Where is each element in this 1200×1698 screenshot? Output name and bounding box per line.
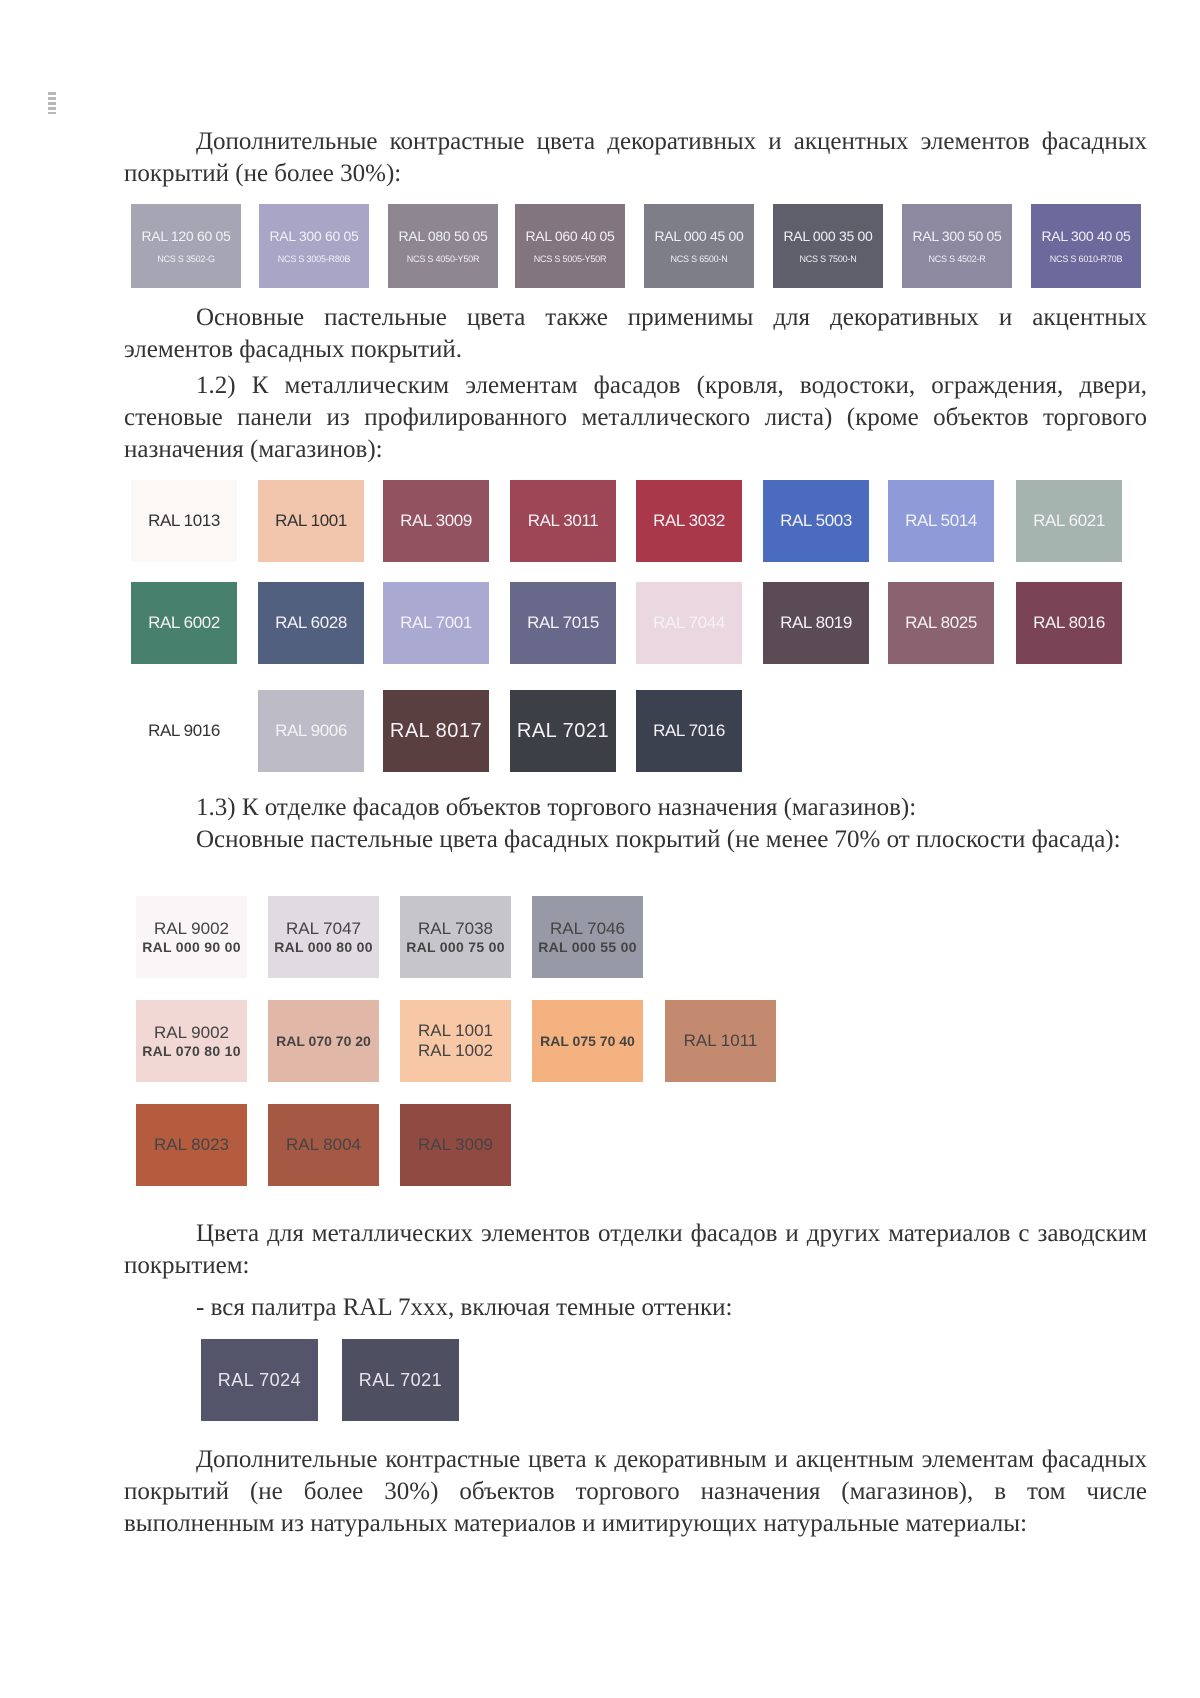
pastel-swatch: RAL 7046 RAL 000 55 00 bbox=[532, 896, 643, 978]
paragraph-pastel-note: Основные пастельные цвета также применимы для декоративных и акцентных элементов фасадных покрытий. bbox=[124, 304, 1147, 363]
scan-mark bbox=[48, 92, 56, 114]
pastel-swatch: RAL 8023 bbox=[136, 1104, 247, 1186]
pastel-swatch: RAL 1001 RAL 1002 bbox=[400, 1000, 511, 1082]
accent-swatch: RAL 000 45 00 NCS S 6500-N bbox=[644, 204, 754, 288]
paragraph-retail-accent: Дополнительные контрастные цвета к декоративным и акцентным элементам фасадных покрытий (не более 30%) объектов торгового назначения (магазинов), в том числе выполненным из натуральных материалов и имитирующих натуральные материалы: bbox=[124, 1446, 1147, 1537]
pastel-swatch: RAL 7038 RAL 000 75 00 bbox=[400, 896, 511, 978]
metal-swatch: RAL 1001 bbox=[258, 480, 364, 562]
metal-swatch: RAL 7015 bbox=[510, 582, 616, 664]
metal-swatch: RAL 5003 bbox=[763, 480, 869, 562]
pastel-swatch: RAL 075 70 40 bbox=[532, 1000, 643, 1082]
pastel-swatch: RAL 9002 RAL 070 80 10 bbox=[136, 1000, 247, 1082]
accent-swatch: RAL 060 40 05 NCS S 5005-Y50R bbox=[515, 204, 625, 288]
pastel-swatch: RAL 1011 bbox=[665, 1000, 776, 1082]
pastel-swatch: RAL 3009 bbox=[400, 1104, 511, 1186]
metal-swatch: RAL 1013 bbox=[131, 480, 237, 562]
metal-swatch: RAL 7021 bbox=[510, 690, 616, 772]
dark-swatch: RAL 7024 bbox=[201, 1339, 318, 1421]
paragraph-retail-section: 1.3) К отделке фасадов объектов торгового назначения (магазинов): bbox=[196, 794, 917, 821]
accent-swatch: RAL 000 35 00 NCS S 7500-N bbox=[773, 204, 883, 288]
metal-swatch: RAL 5014 bbox=[888, 480, 994, 562]
paragraph-pastel-main: Основные пастельные цвета фасадных покрытий (не менее 70% от плоскости фасада): bbox=[196, 826, 1121, 853]
accent-swatch: RAL 300 60 05 NCS S 3005-R80B bbox=[259, 204, 369, 288]
metal-swatch: RAL 8019 bbox=[763, 582, 869, 664]
metal-swatch: RAL 3009 bbox=[383, 480, 489, 562]
metal-swatch: RAL 9006 bbox=[258, 690, 364, 772]
paragraph-ral-7xxx: - вся палитра RAL 7ххх, включая темные оттенки: bbox=[196, 1294, 733, 1321]
accent-swatch: RAL 300 40 05 NCS S 6010-R70B bbox=[1031, 204, 1141, 288]
dark-swatch: RAL 7021 bbox=[342, 1339, 459, 1421]
accent-swatch: RAL 120 60 05 NCS S 3502-G bbox=[131, 204, 241, 288]
accent-swatch: RAL 080 50 05 NCS S 4050-Y50R bbox=[388, 204, 498, 288]
metal-swatch: RAL 6021 bbox=[1016, 480, 1122, 562]
metal-swatch: RAL 3011 bbox=[510, 480, 616, 562]
metal-swatch: RAL 6028 bbox=[258, 582, 364, 664]
paragraph-metal-elements: 1.2) К металлическим элементам фасадов (кровля, водостоки, ограждения, двери, стеновые панели из профилированного металлического листа) (кроме объектов торгового назначения (магазинов): bbox=[124, 372, 1147, 463]
paragraph-metal-factory: Цвета для металлических элементов отделки фасадов и других материалов с заводским покрытием: bbox=[124, 1220, 1147, 1279]
pastel-swatch: RAL 9002 RAL 000 90 00 bbox=[136, 896, 247, 978]
metal-swatch: RAL 8017 bbox=[383, 690, 489, 772]
metal-swatch: RAL 7001 bbox=[383, 582, 489, 664]
pastel-swatch: RAL 8004 bbox=[268, 1104, 379, 1186]
metal-swatch: RAL 7044 bbox=[636, 582, 742, 664]
paragraph-accent-colors: Дополнительные контрастные цвета декоративных и акцентных элементов фасадных покрытий (не более 30%): bbox=[124, 128, 1147, 187]
accent-swatch: RAL 300 50 05 NCS S 4502-R bbox=[902, 204, 1012, 288]
metal-swatch: RAL 3032 bbox=[636, 480, 742, 562]
metal-swatch: RAL 9016 bbox=[131, 690, 237, 772]
metal-swatch: RAL 8016 bbox=[1016, 582, 1122, 664]
metal-swatch: RAL 6002 bbox=[131, 582, 237, 664]
metal-swatch: RAL 7016 bbox=[636, 690, 742, 772]
metal-swatch: RAL 8025 bbox=[888, 582, 994, 664]
pastel-swatch: RAL 7047 RAL 000 80 00 bbox=[268, 896, 379, 978]
pastel-swatch: RAL 070 70 20 bbox=[268, 1000, 379, 1082]
